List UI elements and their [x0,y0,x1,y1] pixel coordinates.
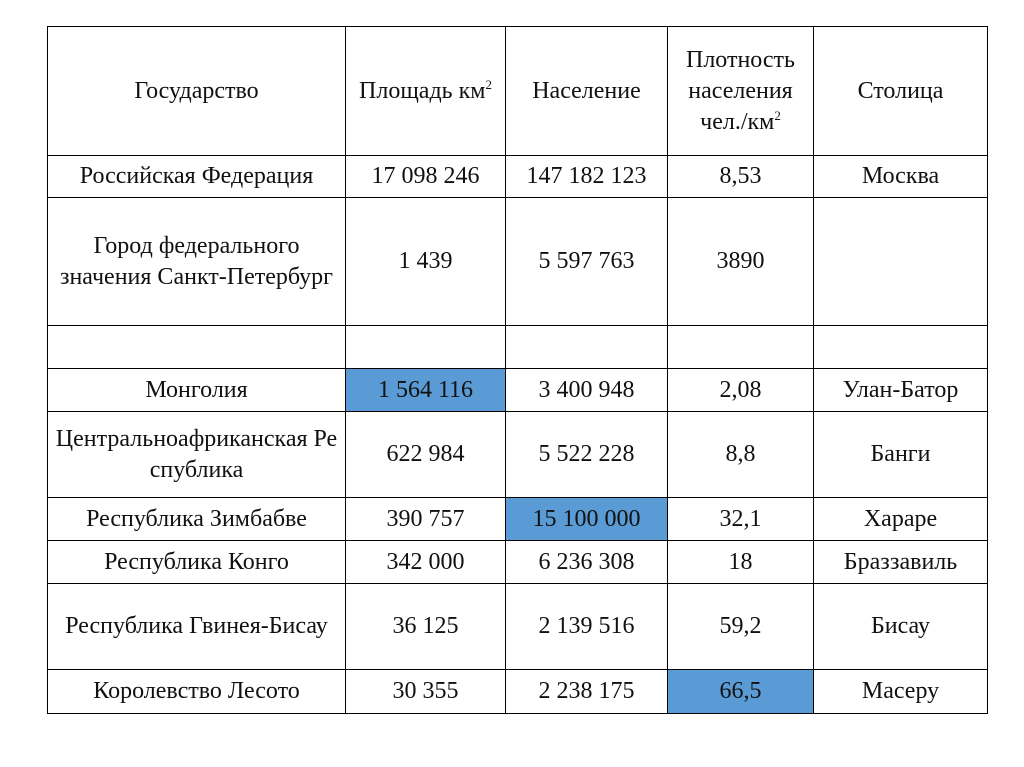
cell-capital: Москва [814,156,988,198]
cell-area: 1 439 [346,198,506,326]
header-capital: Столица [814,27,988,156]
cell-country: Российская Федерация [48,156,346,198]
cell-country: Республика Гвинея-Бисау [48,584,346,670]
cell-area: 342 000 [346,541,506,584]
cell-population: 6 236 308 [506,541,668,584]
table-row-empty [48,326,988,369]
table-row [48,412,988,498]
table-row [48,156,988,198]
country-data-table [47,26,988,714]
cell-capital: Хараре [814,498,988,541]
cell-density: 8,53 [668,156,814,198]
cell-capital: Банги [814,412,988,498]
header-country: Государство [48,27,346,156]
cell-capital: Улан-Батор [814,369,988,412]
cell-capital: Бисау [814,584,988,670]
header-population: Население [506,27,668,156]
cell-density [668,326,814,369]
cell-density: 18 [668,541,814,584]
cell-country: Город федерального значения Санкт-Петербург [48,198,346,326]
cell-area: 390 757 [346,498,506,541]
cell-country: Центральноафриканская Республика [48,412,346,498]
cell-density: 3890 [668,198,814,326]
cell-country [48,326,346,369]
table-row [48,670,988,714]
header-area: Площадь $км^2$ [346,27,506,156]
cell-area: 17 098 246 [346,156,506,198]
density-unit-superscript: 2 [774,107,781,123]
cell-population: 147 182 123 [506,156,668,198]
cell-area [346,326,506,369]
table-row [48,584,988,670]
table-row [48,541,988,584]
cell-population: 5 597 763 [506,198,668,326]
table-row [48,369,988,412]
table-row [48,198,988,326]
cell-density: 32,1 [668,498,814,541]
area-unit-superscript: 2 [485,76,492,92]
cell-population-highlighted: 15 100 000 [506,498,668,541]
cell-country: Республика Зимбабве [48,498,346,541]
cell-capital: Масеру [814,670,988,714]
cell-area: 622 984 [346,412,506,498]
table-row [48,498,988,541]
cell-population: 2 238 175 [506,670,668,714]
cell-capital: Браззавиль [814,541,988,584]
cell-country: Республика Конго [48,541,346,584]
cell-capital [814,198,988,326]
cell-population: 3 400 948 [506,369,668,412]
cell-density-highlighted: 66,5 [668,670,814,714]
cell-country: Монголия [48,369,346,412]
cell-population: 5 522 228 [506,412,668,498]
header-row [48,27,988,156]
cell-area-highlighted: 1 564 116 [346,369,506,412]
cell-population: 2 139 516 [506,584,668,670]
cell-density: 8,8 [668,412,814,498]
cell-density: 59,2 [668,584,814,670]
cell-density: 2,08 [668,369,814,412]
cell-area: 36 125 [346,584,506,670]
cell-area: 30 355 [346,670,506,714]
header-density: Плотность населения $чел./км^2$ [668,27,814,156]
cell-country: Королевство Лесото [48,670,346,714]
cell-population [506,326,668,369]
cell-capital [814,326,988,369]
